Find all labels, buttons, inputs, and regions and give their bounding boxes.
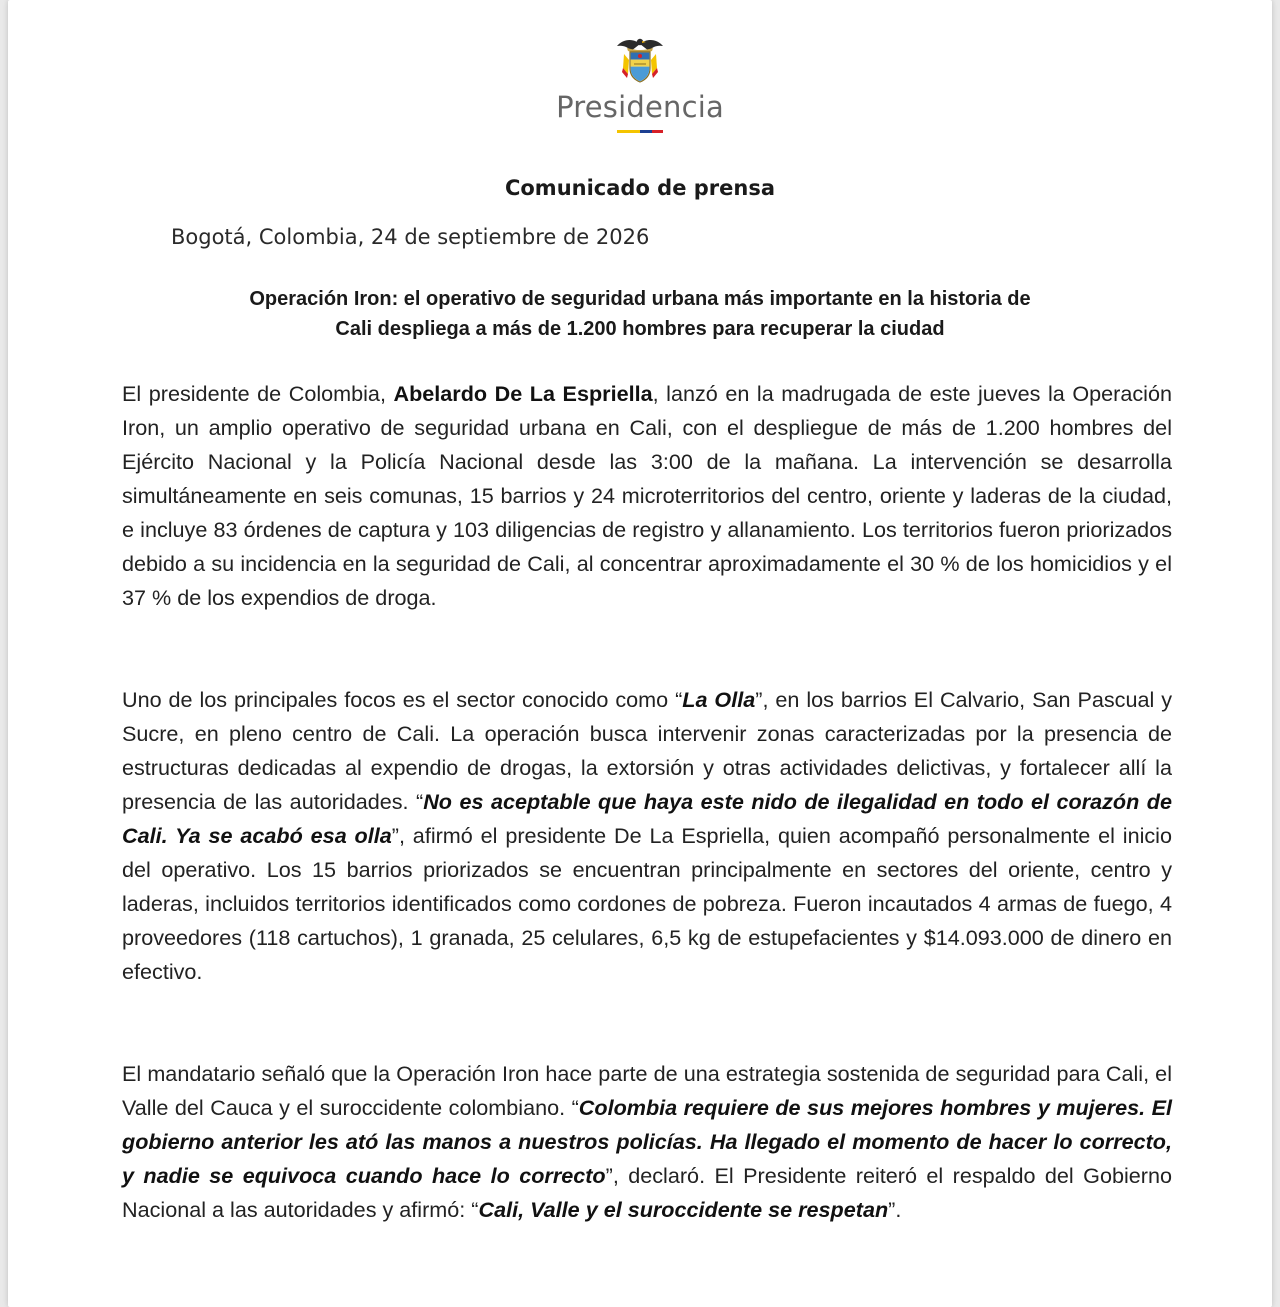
p3-quote-1: Colombia requiere de sus mejores hombres y mujeres. El gobierno anterior les ató las manos a nuestros policías. Ha llegado el momento de hacer lo correcto, y nadie se equivoca cuando hace lo correcto: [122, 1095, 1172, 1188]
p3-quote-2: Cali, Valle y el suroccidente se respetan: [478, 1197, 889, 1222]
press-release-headline: [122, 284, 1158, 344]
logo-wordmark: Presidencia: [556, 90, 724, 124]
paragraph-1: [122, 377, 1172, 615]
p2-text-3: ”, afirmó el presidente De La Espriella, quien acompañó personalmente el inicio del operativo. Los 15 barrios priorizados se encuentran principalmente en sectores del oriente, centro y laderas, incluidos territorios identificados como cordones de pobreza. Fueron incautados 4 armas de fuego, 4 proveedores (118 cartuchos), 1 granada, 25 celulares, 6,5 kg de estupefacientes y $14.093.000 de dinero en efectivo.: [122, 823, 1172, 984]
paragraph-3: [122, 1057, 1172, 1227]
headline-line-2: Cali despliega a más de 1.200 hombres para recuperar la ciudad: [335, 318, 945, 340]
headline-line-1: Operación Iron: el operativo de seguridad urbana más importante en la historia de: [249, 288, 1031, 310]
tricolor-red: [652, 130, 663, 133]
tricolor-yellow: [617, 130, 640, 133]
dateline: Bogotá, Colombia, 24 de septiembre de 2026: [171, 225, 650, 249]
p1-text-2: , lanzó en la madrugada de este jueves la Operación Iron, un amplio operativo de seguridad urbana en Cali, con el despliegue de más de 1.200 hombres del Ejército Nacional y la Policía Nacional desde las 3:00 de la mañana. La intervención se desarrolla simultáneamente en seis comunas, 15 barrios y 24 microterritorios del centro, oriente y laderas de la ciudad, e incluye 83 órdenes de captura y 103 diligencias de registro y allanamiento. Los territorios fueron priorizados debido a su incidencia en la seguridad de Cali, al concentrar aproximadamente el 30 % de los homicidios y el 37 % de los expendios de droga.: [122, 381, 1172, 610]
p3-text-2: ”, declaró. El Presidente reiteró el respaldo del Gobierno Nacional a las autoridades y afirmó: “: [122, 1163, 1172, 1222]
p3-text-3: ”.: [888, 1197, 902, 1222]
p2-emphasis-1: La Olla: [682, 687, 756, 712]
document-heading: Comunicado de prensa: [504, 176, 776, 200]
p2-quote: No es aceptable que haya este nido de ilegalidad en todo el corazón de Cali. Ya se acabó esa olla: [122, 789, 1172, 848]
president-name: Abelardo De La Espriella: [393, 381, 653, 406]
document-page: [8, 0, 1272, 1307]
presidencia-logo: [8, 34, 1272, 133]
p2-text-2: ”, en los barrios El Calvario, San Pascual y Sucre, en pleno centro de Cali. La operación busca intervenir zonas caracterizadas por la presencia de estructuras dedicadas al expendio de drogas, la extorsión y otras actividades delictivas, y fortalecer allí la presencia de las autoridades. “: [122, 687, 1173, 814]
p1-text-1: El presidente de Colombia,: [122, 381, 394, 406]
paragraph-2: [122, 683, 1172, 989]
p3-text-1: El mandatario señaló que la Operación Iron hace parte de una estrategia sostenida de seguridad para Cali, el Valle del Cauca y el suroccidente colombiano. “: [122, 1061, 1172, 1120]
tricolor-bar: [617, 130, 663, 133]
tricolor-blue: [640, 130, 652, 133]
coat-of-arms-icon: [615, 34, 665, 86]
p2-text-1: Uno de los principales focos es el sector conocido como “: [122, 687, 683, 712]
